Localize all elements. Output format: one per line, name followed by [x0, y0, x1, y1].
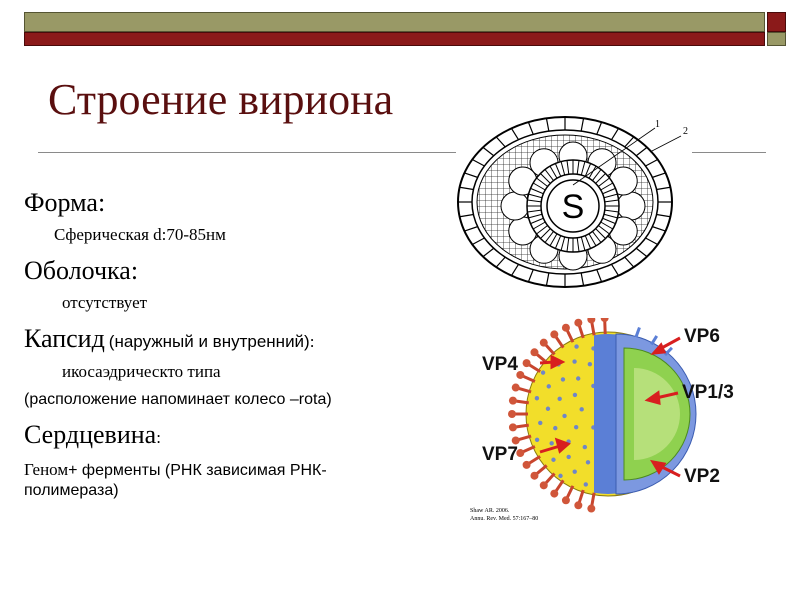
header-square-olive: [767, 32, 786, 46]
capsid-heading-line: [24, 324, 314, 354]
vp4-label: VP4: [482, 354, 518, 375]
vp2-label: VP2: [684, 466, 720, 487]
envelope-value: отсутствует: [62, 293, 148, 312]
genome-line-2: полимераза): [24, 482, 119, 499]
diagram-callout-2: 2: [683, 126, 688, 137]
form-heading: Форма:: [24, 188, 106, 217]
core-heading-line: [24, 420, 161, 450]
diagram-callout-1: 1: [655, 119, 660, 130]
citation-line-1: Shaw AR. 2006.: [470, 508, 510, 514]
citation-line-2: Annu. Rev. Med. 57:167–80: [470, 516, 539, 522]
core-heading-colon: :: [156, 428, 161, 447]
vp7-label: VP7: [482, 444, 518, 465]
capsid-heading-colon: :: [309, 332, 315, 351]
form-value: Сферическая d:70-85нм: [54, 225, 226, 244]
envelope-heading: Оболочка:: [24, 256, 139, 285]
title-rule-left: [38, 152, 456, 153]
genome-rest: + ферменты (РНК зависимая РНК-: [68, 462, 327, 479]
diagram-center-label: S: [561, 188, 585, 226]
slide-header-bar: [24, 12, 785, 46]
rotavirus-structure-figure: [468, 318, 758, 530]
header-maroon-strip: [24, 32, 765, 46]
title-rule-right: [692, 152, 766, 153]
genome-word: Геном: [24, 460, 69, 479]
vp6-label: VP6: [684, 326, 720, 347]
capsid-heading-note: (наружный и внутренний): [108, 332, 310, 351]
capsid-heading: Капсид: [24, 324, 105, 353]
vp13-label: VP1/3: [682, 382, 734, 403]
slide-title: Строение вириона: [48, 75, 394, 124]
header-olive-strip: [24, 12, 765, 32]
virion-cross-section-diagram: [455, 110, 695, 290]
capsid-value: икосаэдрическто типа: [62, 362, 221, 381]
core-heading: Сердцевина: [24, 420, 157, 449]
capsid-note: (расположение напоминает колесо –rota): [24, 391, 332, 408]
genome-line: [24, 460, 327, 480]
header-square-maroon: [767, 12, 786, 32]
